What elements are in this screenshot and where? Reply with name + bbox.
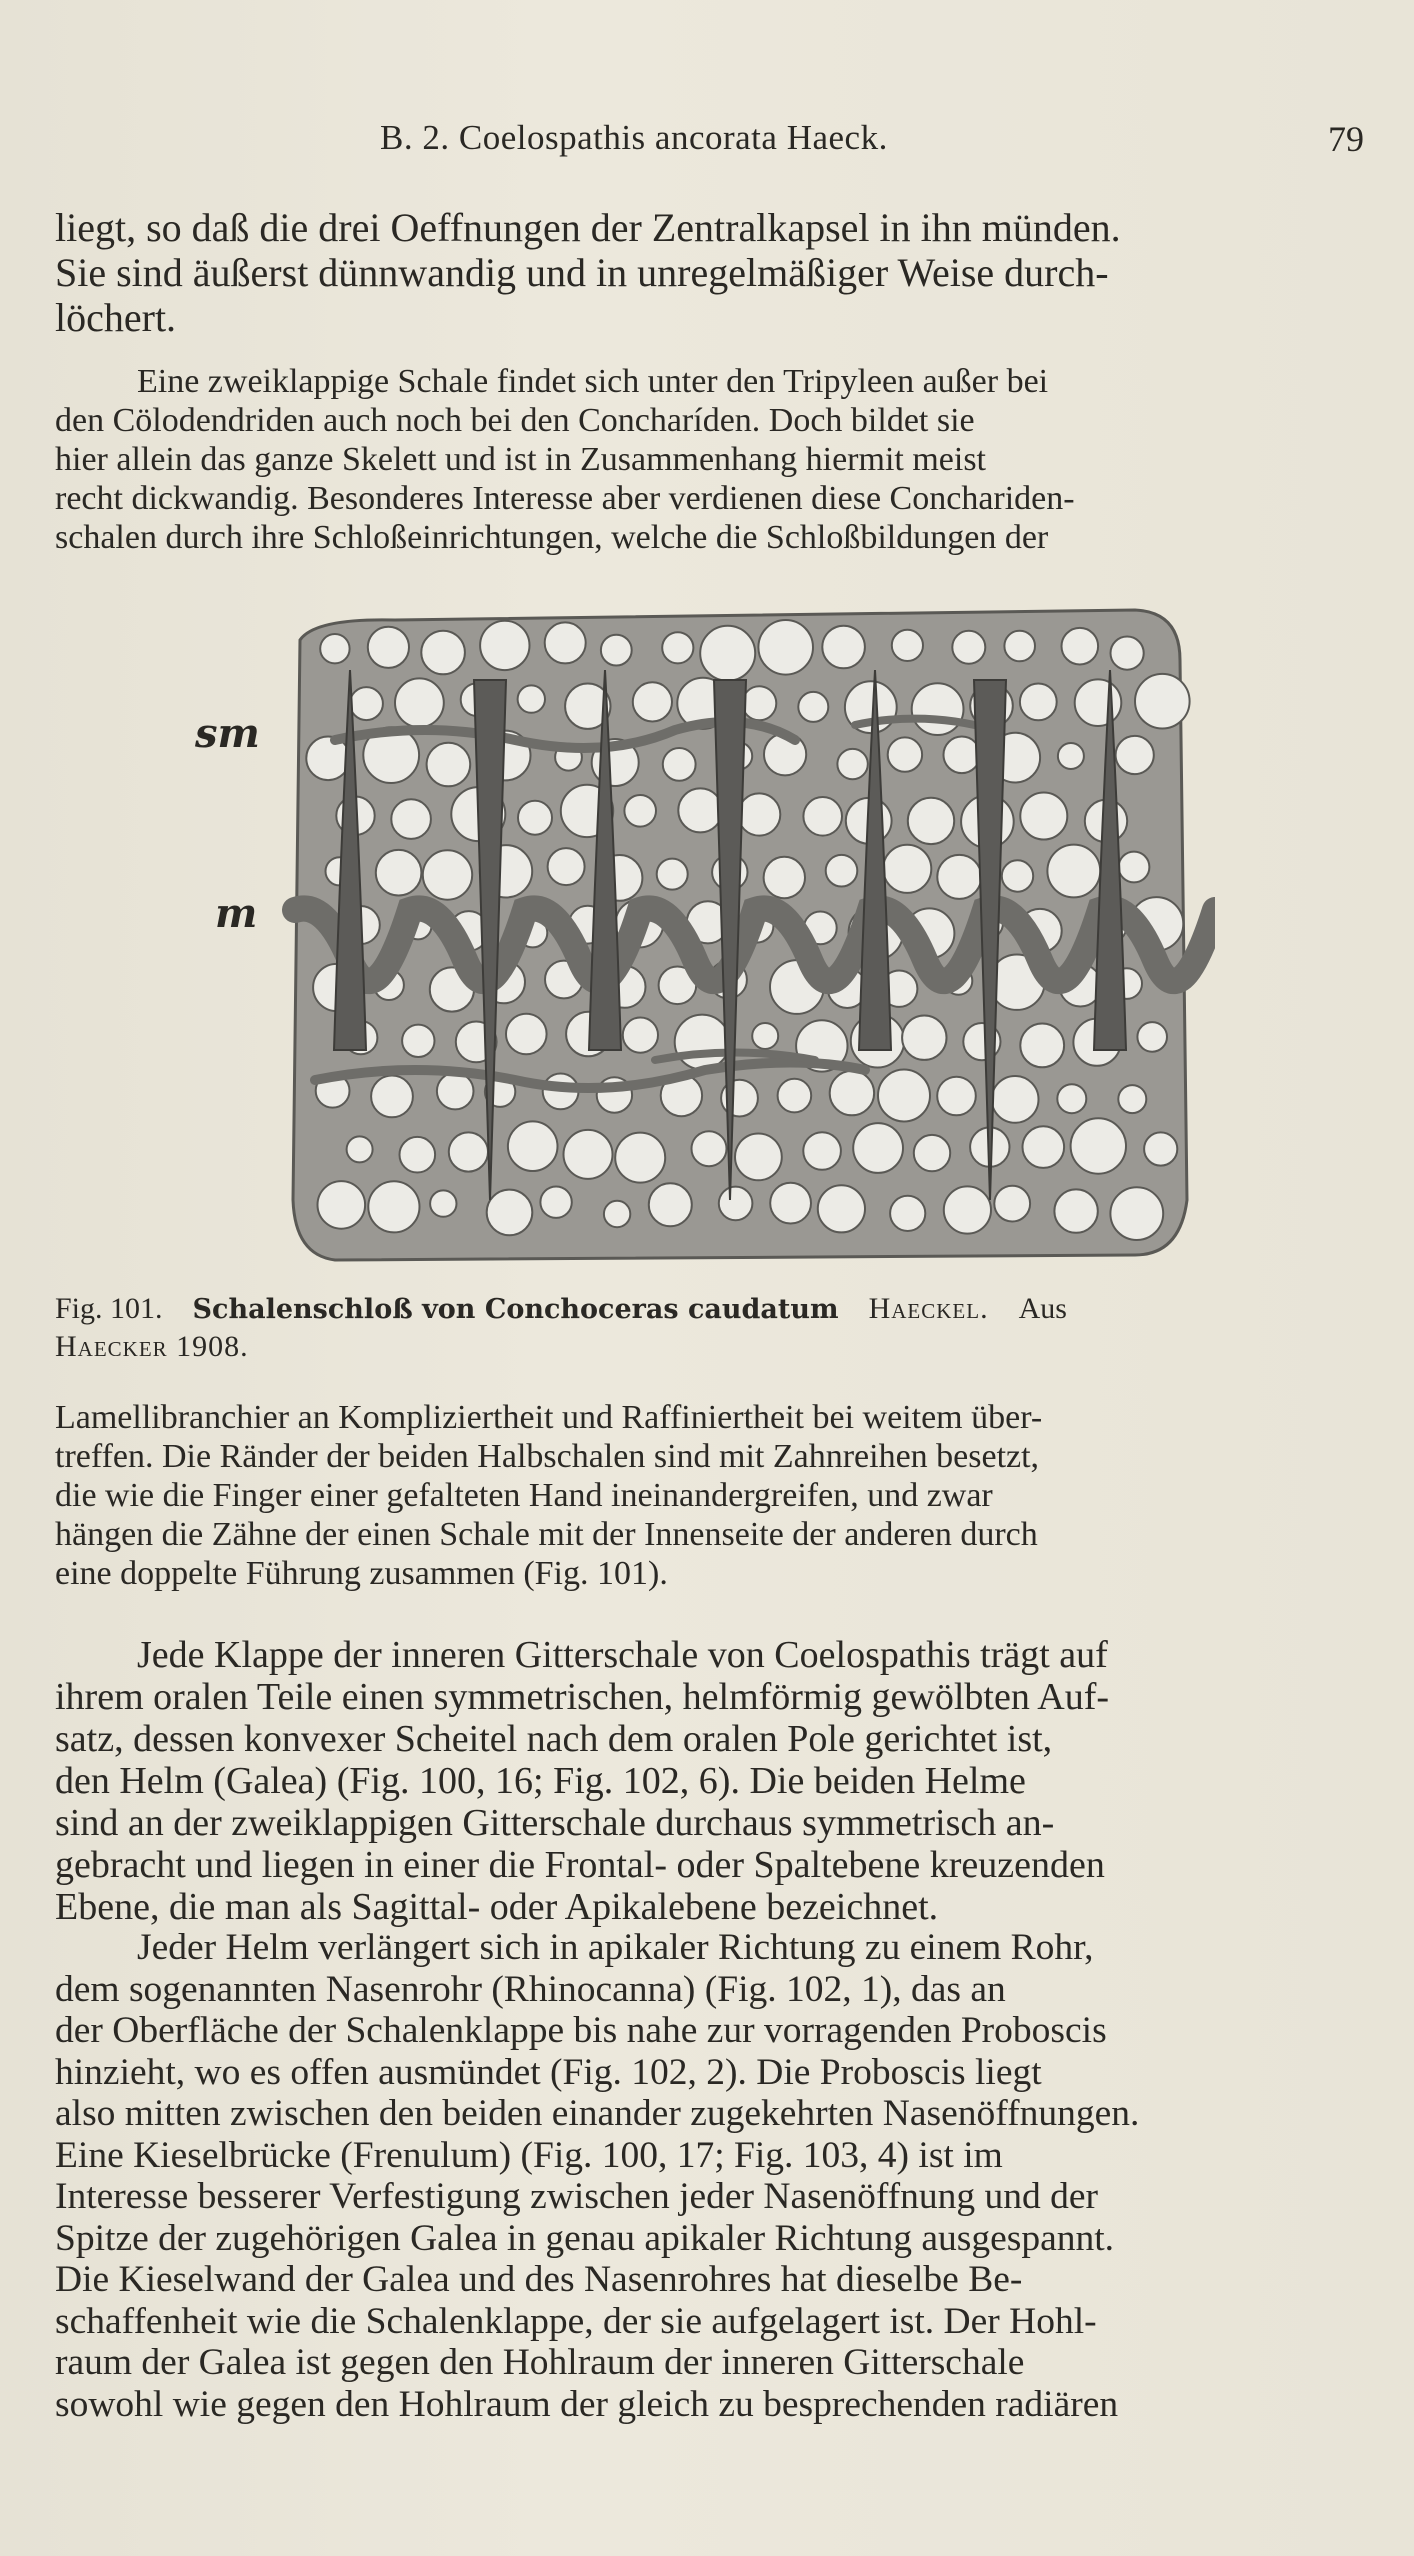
pore (700, 626, 755, 681)
pore (347, 1136, 373, 1162)
pore (678, 788, 722, 832)
pore (944, 1186, 991, 1233)
pore (1075, 679, 1122, 726)
text-line: Eine Kieselbrücke (Frenulum) (Fig. 100, 17; Fig. 103, 4) ist im (55, 2134, 1003, 2176)
paragraph-1 (55, 205, 1360, 340)
pore (540, 1187, 571, 1218)
text-line: löchert. (55, 295, 177, 340)
pore (624, 795, 656, 827)
pore (1057, 1084, 1086, 1113)
pore (883, 845, 931, 893)
running-head: B. 2. Coelospathis ancorata Haeck. (380, 118, 888, 157)
pore (508, 1121, 558, 1171)
pore (1111, 637, 1144, 670)
pore (487, 1190, 533, 1236)
label-sm: sm (195, 710, 260, 757)
pore (430, 1190, 456, 1216)
page-number: 79 (1328, 119, 1364, 159)
pore (735, 1134, 782, 1181)
pore (564, 1130, 613, 1179)
pore (912, 683, 964, 735)
pore (822, 626, 865, 669)
text-line: eine doppelte Führung zusammen (Fig. 101). (55, 1555, 668, 1592)
pore (944, 737, 981, 774)
paragraph-3 (55, 1398, 1360, 1593)
pore (778, 1079, 812, 1113)
text-line: sind an der zweiklappigen Gitterschale durchaus symmetrisch an- (55, 1802, 1055, 1844)
text-line: den Cölodendriden auch noch bei den Concharíden. Doch bildet sie (55, 402, 975, 439)
text-line: Lamellibranchier an Kompliziertheit und Raffiniertheit bei weitem über- (55, 1399, 1043, 1436)
caption-author: Haeckel. (868, 1292, 989, 1325)
pore (719, 1187, 753, 1221)
text-line: Ebene, die man als Sagittal- oder Apikalebene bezeichnet. (55, 1886, 939, 1928)
pore (1135, 674, 1190, 729)
pore (853, 1123, 903, 1173)
pore (1047, 845, 1100, 898)
pore (764, 857, 805, 898)
pore (657, 859, 688, 890)
pore (803, 1132, 841, 1170)
text-line: die wie die Finger einer gefalteten Hand ineinandergreifen, und zwar (55, 1477, 993, 1514)
text-line: Die Kieselwand der Galea und des Nasenrohres hat dieselbe Be- (55, 2259, 1023, 2300)
pore (1002, 860, 1033, 891)
pore (1004, 631, 1035, 662)
pore (649, 1183, 692, 1226)
text-line: dem sogenannten Nasenrohr (Rhinocanna) (Fig. 102, 1), das an (55, 1968, 1006, 2010)
pore (1020, 684, 1057, 721)
pore (1137, 1022, 1167, 1052)
pore (1118, 1085, 1146, 1113)
pore (662, 632, 693, 663)
pore (952, 631, 985, 664)
pore (798, 692, 828, 722)
pore (890, 1196, 925, 1231)
pore (692, 1131, 727, 1166)
pore (545, 622, 586, 663)
pore (1020, 793, 1067, 840)
pore (427, 743, 471, 787)
pore (350, 687, 383, 720)
text-line: hängen die Zähne der einen Schale mit der Innenseite der anderen durch (55, 1516, 1038, 1553)
text-line: Jede Klappe der inneren Gitterschale von Coelospathis trägt auf (137, 1634, 1108, 1676)
shell-hinge-illustration (275, 600, 1215, 1270)
pore (908, 798, 954, 844)
pore (480, 621, 529, 670)
pore (633, 682, 672, 721)
pore (1023, 1126, 1065, 1168)
text-line: schalen durch ihre Schloßeinrichtungen, welche die Schloßbildungen der (55, 519, 1049, 556)
pore (818, 1185, 865, 1232)
pore (837, 749, 867, 779)
text-line: satz, dessen konvexer Scheitel nach dem oralen Pole gerichtet ist, (55, 1718, 1053, 1760)
figure-caption (55, 1290, 1360, 1365)
pore (402, 1025, 434, 1057)
text-line: der Oberfläche der Schalenklappe bis nahe zur vorragenden Proboscis (55, 2010, 1107, 2051)
pore (623, 1018, 658, 1053)
text-line: treffen. Die Ränder der beiden Halbschalen sind mit Zahnreihen besetzt, (55, 1438, 1040, 1475)
pore (892, 630, 923, 661)
text-line: Eine zweiklappige Schale findet sich unter den Tripyleen außer bei (137, 363, 1049, 400)
pore (992, 1076, 1039, 1123)
caption-prefix: Fig. 101. (55, 1292, 163, 1325)
pore (391, 799, 431, 839)
text-line: Jeder Helm verlängert sich in apikaler Richtung zu einem Rohr, (137, 1927, 1094, 1968)
pore (1119, 852, 1150, 883)
pore (803, 797, 842, 836)
text-line: sowohl wie gegen den Hohlraum der gleich zu besprechenden radiären (55, 2383, 1119, 2425)
pore (400, 1137, 436, 1173)
pore (506, 1014, 547, 1055)
pore (752, 1023, 778, 1049)
pore (437, 1073, 474, 1110)
text-line: schaffenheit wie die Schalenklappe, der sie aufgelagert ist. Der Hohl- (55, 2300, 1097, 2342)
text-line: den Helm (Galea) (Fig. 100, 16; Fig. 102, 6). Die beiden Helme (55, 1760, 1026, 1802)
pore (878, 1070, 930, 1122)
pore (601, 635, 632, 666)
pore (318, 1181, 366, 1229)
pore (1071, 1118, 1126, 1173)
paragraph-4 (55, 1634, 1360, 1928)
pore (994, 1186, 1030, 1222)
caption-tail-1: Aus (1018, 1292, 1067, 1325)
pore (368, 1181, 419, 1232)
pore (518, 801, 552, 835)
pore (368, 627, 409, 668)
caption-title: Schalenschloß von Conchoceras caudatum (192, 1294, 839, 1325)
pore (937, 855, 981, 899)
pore (770, 1183, 811, 1224)
pore (675, 1015, 730, 1070)
caption-tail-2: Haecker 1908. (55, 1330, 249, 1363)
text-line: hier allein das ganze Skelett und ist in Zusammenhang hiermit meist (55, 441, 986, 478)
text-line: recht dickwandig. Besonderes Interesse aber verdienen diese Conchariden- (55, 480, 1075, 517)
figure-101 (195, 600, 1215, 1270)
pore (320, 634, 349, 663)
pore (1110, 1187, 1163, 1240)
pore (604, 1201, 630, 1227)
pore (376, 850, 422, 896)
pore (1020, 1024, 1064, 1068)
text-line: Sie sind äußerst dünnwandig und in unregelmäßiger Weise durch- (55, 250, 1109, 295)
pore (371, 1076, 413, 1118)
pore (663, 748, 696, 781)
text-line: Spitze der zugehörigen Galea in genau apikaler Richtung ausgespannt. (55, 2217, 1115, 2259)
text-line: ihrem oralen Teile einen symmetrischen, helmförmig gewölbten Auf- (55, 1676, 1109, 1718)
pore (902, 1016, 946, 1060)
pore (758, 620, 813, 675)
pore (518, 685, 545, 712)
pore (548, 848, 585, 885)
pore (423, 850, 472, 899)
pore (1054, 1189, 1097, 1232)
pore (1116, 736, 1154, 774)
pore (1144, 1132, 1177, 1165)
pore (1058, 743, 1084, 769)
pore (742, 686, 776, 720)
paragraph-5 (55, 1927, 1360, 2425)
label-m: m (215, 890, 258, 937)
text-line: also mitten zwischen den beiden einander zugekehrten Nasenöffnungen. (55, 2093, 1140, 2134)
paragraph-2 (55, 362, 1360, 557)
pore (914, 1135, 950, 1171)
pore (830, 1071, 874, 1115)
pore (395, 678, 444, 727)
text-line: raum der Galea ist gegen den Hohlraum der inneren Gitterschale (55, 2342, 1025, 2383)
pore (421, 631, 465, 675)
pore (826, 855, 858, 887)
text-line: hinzieht, wo es offen ausmündet (Fig. 102, 2). Die Proboscis liegt (55, 2051, 1042, 2093)
text-line: Interesse besserer Verfestigung zwischen jeder Nasenöffnung und der (55, 2176, 1099, 2217)
pore (937, 1077, 976, 1116)
text-line: gebracht und liegen in einer die Frontal- oder Spaltebene kreuzenden (55, 1844, 1105, 1886)
pore (1062, 628, 1099, 665)
pore (449, 1132, 488, 1171)
text-line: liegt, so daß die drei Oeffnungen der Zentralkapsel in ihn münden. (55, 205, 1121, 250)
pore (615, 1133, 665, 1183)
pore (888, 737, 922, 771)
pore (738, 793, 780, 835)
